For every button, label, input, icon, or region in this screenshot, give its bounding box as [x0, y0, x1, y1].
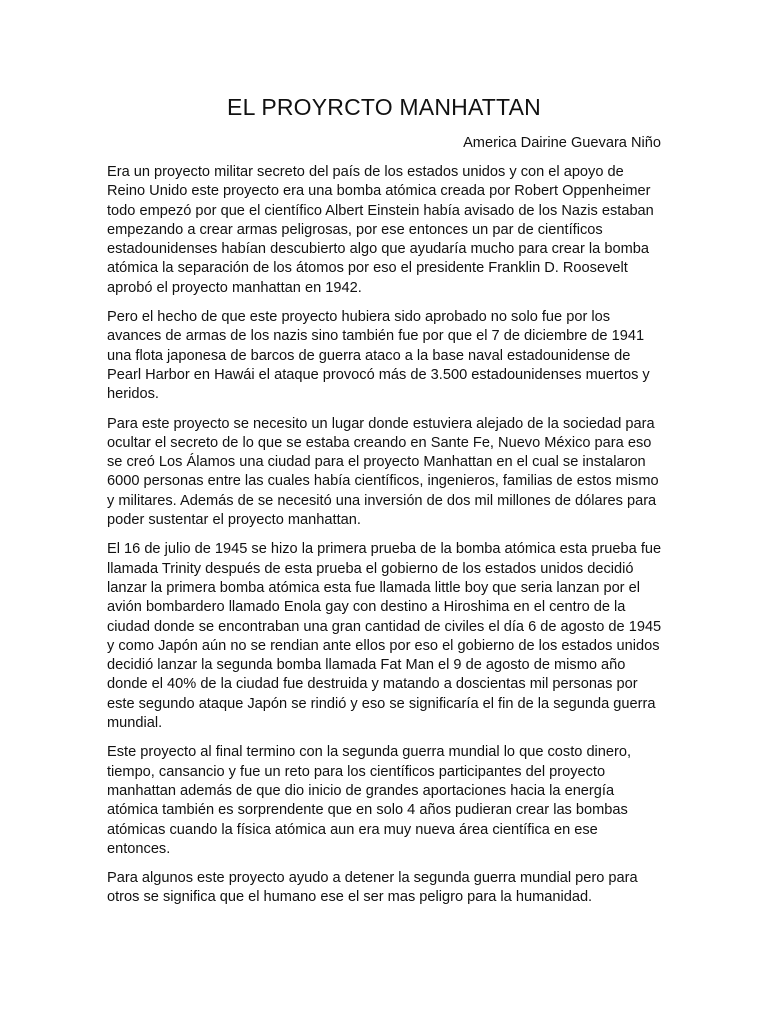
document-body [107, 163, 663, 918]
document-title: EL PROYRCTO MANHATTAN [227, 94, 541, 120]
paragraph: Para algunos este proyecto ayudo a detener la segunda guerra mundial pero para otros se significa que el humano ese el ser mas peligro para la humanidad. [107, 870, 638, 906]
author-name: America Dairine Guevara Niño [463, 135, 661, 151]
paragraph: Este proyecto al final termino con la segunda guerra mundial lo que costo dinero, tiempo, cansancio y fue un reto para los científicos participantes del proyecto manhattan además de que dio inicio de grandes aportaciones hacia la energía atómica también es sorprendente que en solo 4 años pudieran crear las bombas atómicas cuando la física atómica aun era muy nueva área científica en ese entonces. [107, 744, 632, 857]
paragraph: Para este proyecto se necesito un lugar donde estuviera alejado de la sociedad para ocultar el secreto de lo que se estaba creando en Sante Fe, Nuevo México para eso se creó Los Álamos una ciudad para el proyecto Manhattan en el cual se instalaron 6000 personas entre las cuales había científicos, ingenieros, familias de estos mismo y militares. Además de se necesitó una inversión de dos mil millones de dólares para poder sustentar el proyecto manhattan. [107, 415, 659, 529]
paragraph: El 16 de julio de 1945 se hizo la primera prueba de la bomba atómica esta prueba fue llamada Trinity después de esta prueba el gobierno de los estados unidos decidió lanzar la primera bomba atómica esta fue llamada little boy que seria lanzan por el avión bombardero llamado Enola gay con destino a Hiroshima en el centro de la ciudad donde se encontraban una gran cantidad de civiles el día 6 de agosto de 1945 y como Japón aún no se rendian ante ellos por eso el gobierno de los estados unidos decidió lanzar la segunda bomba llamada Fat Man el 9 de agosto de mismo año donde el 40% de la ciudad fue destruida y matando a doscientas mil personas por este segundo ataque Japón se rindió y eso se significaría el fin de la segunda guerra mundial. [107, 541, 662, 732]
paragraph: Era un proyecto militar secreto del país de los estados unidos y con el apoyo de Reino Unido este proyecto era una bomba atómica creada por Robert Oppenheimer todo empezó por que el científico Albert Einstein había avisado de los Nazis estaban empezando a crear armas peligrosas, por ese entonces un par de científicos estadounidenses habían descubierto algo que ayudaría mucho para crear la bomba atómica la separación de los átomos por eso el presidente Franklin D. Roosevelt aprobó el proyecto manhattan en 1942. [107, 164, 654, 296]
paragraph: Pero el hecho de que este proyecto hubiera sido aprobado no solo fue por los avances de armas de los nazis sino también fue por que el 7 de diciembre de 1941 una flota japonesa de barcos de guerra ataco a la base naval estadounidense de Pearl Harbor en Hawái el ataque provocó más de 3.500 estadounidenses muertos y heridos. [107, 309, 650, 403]
